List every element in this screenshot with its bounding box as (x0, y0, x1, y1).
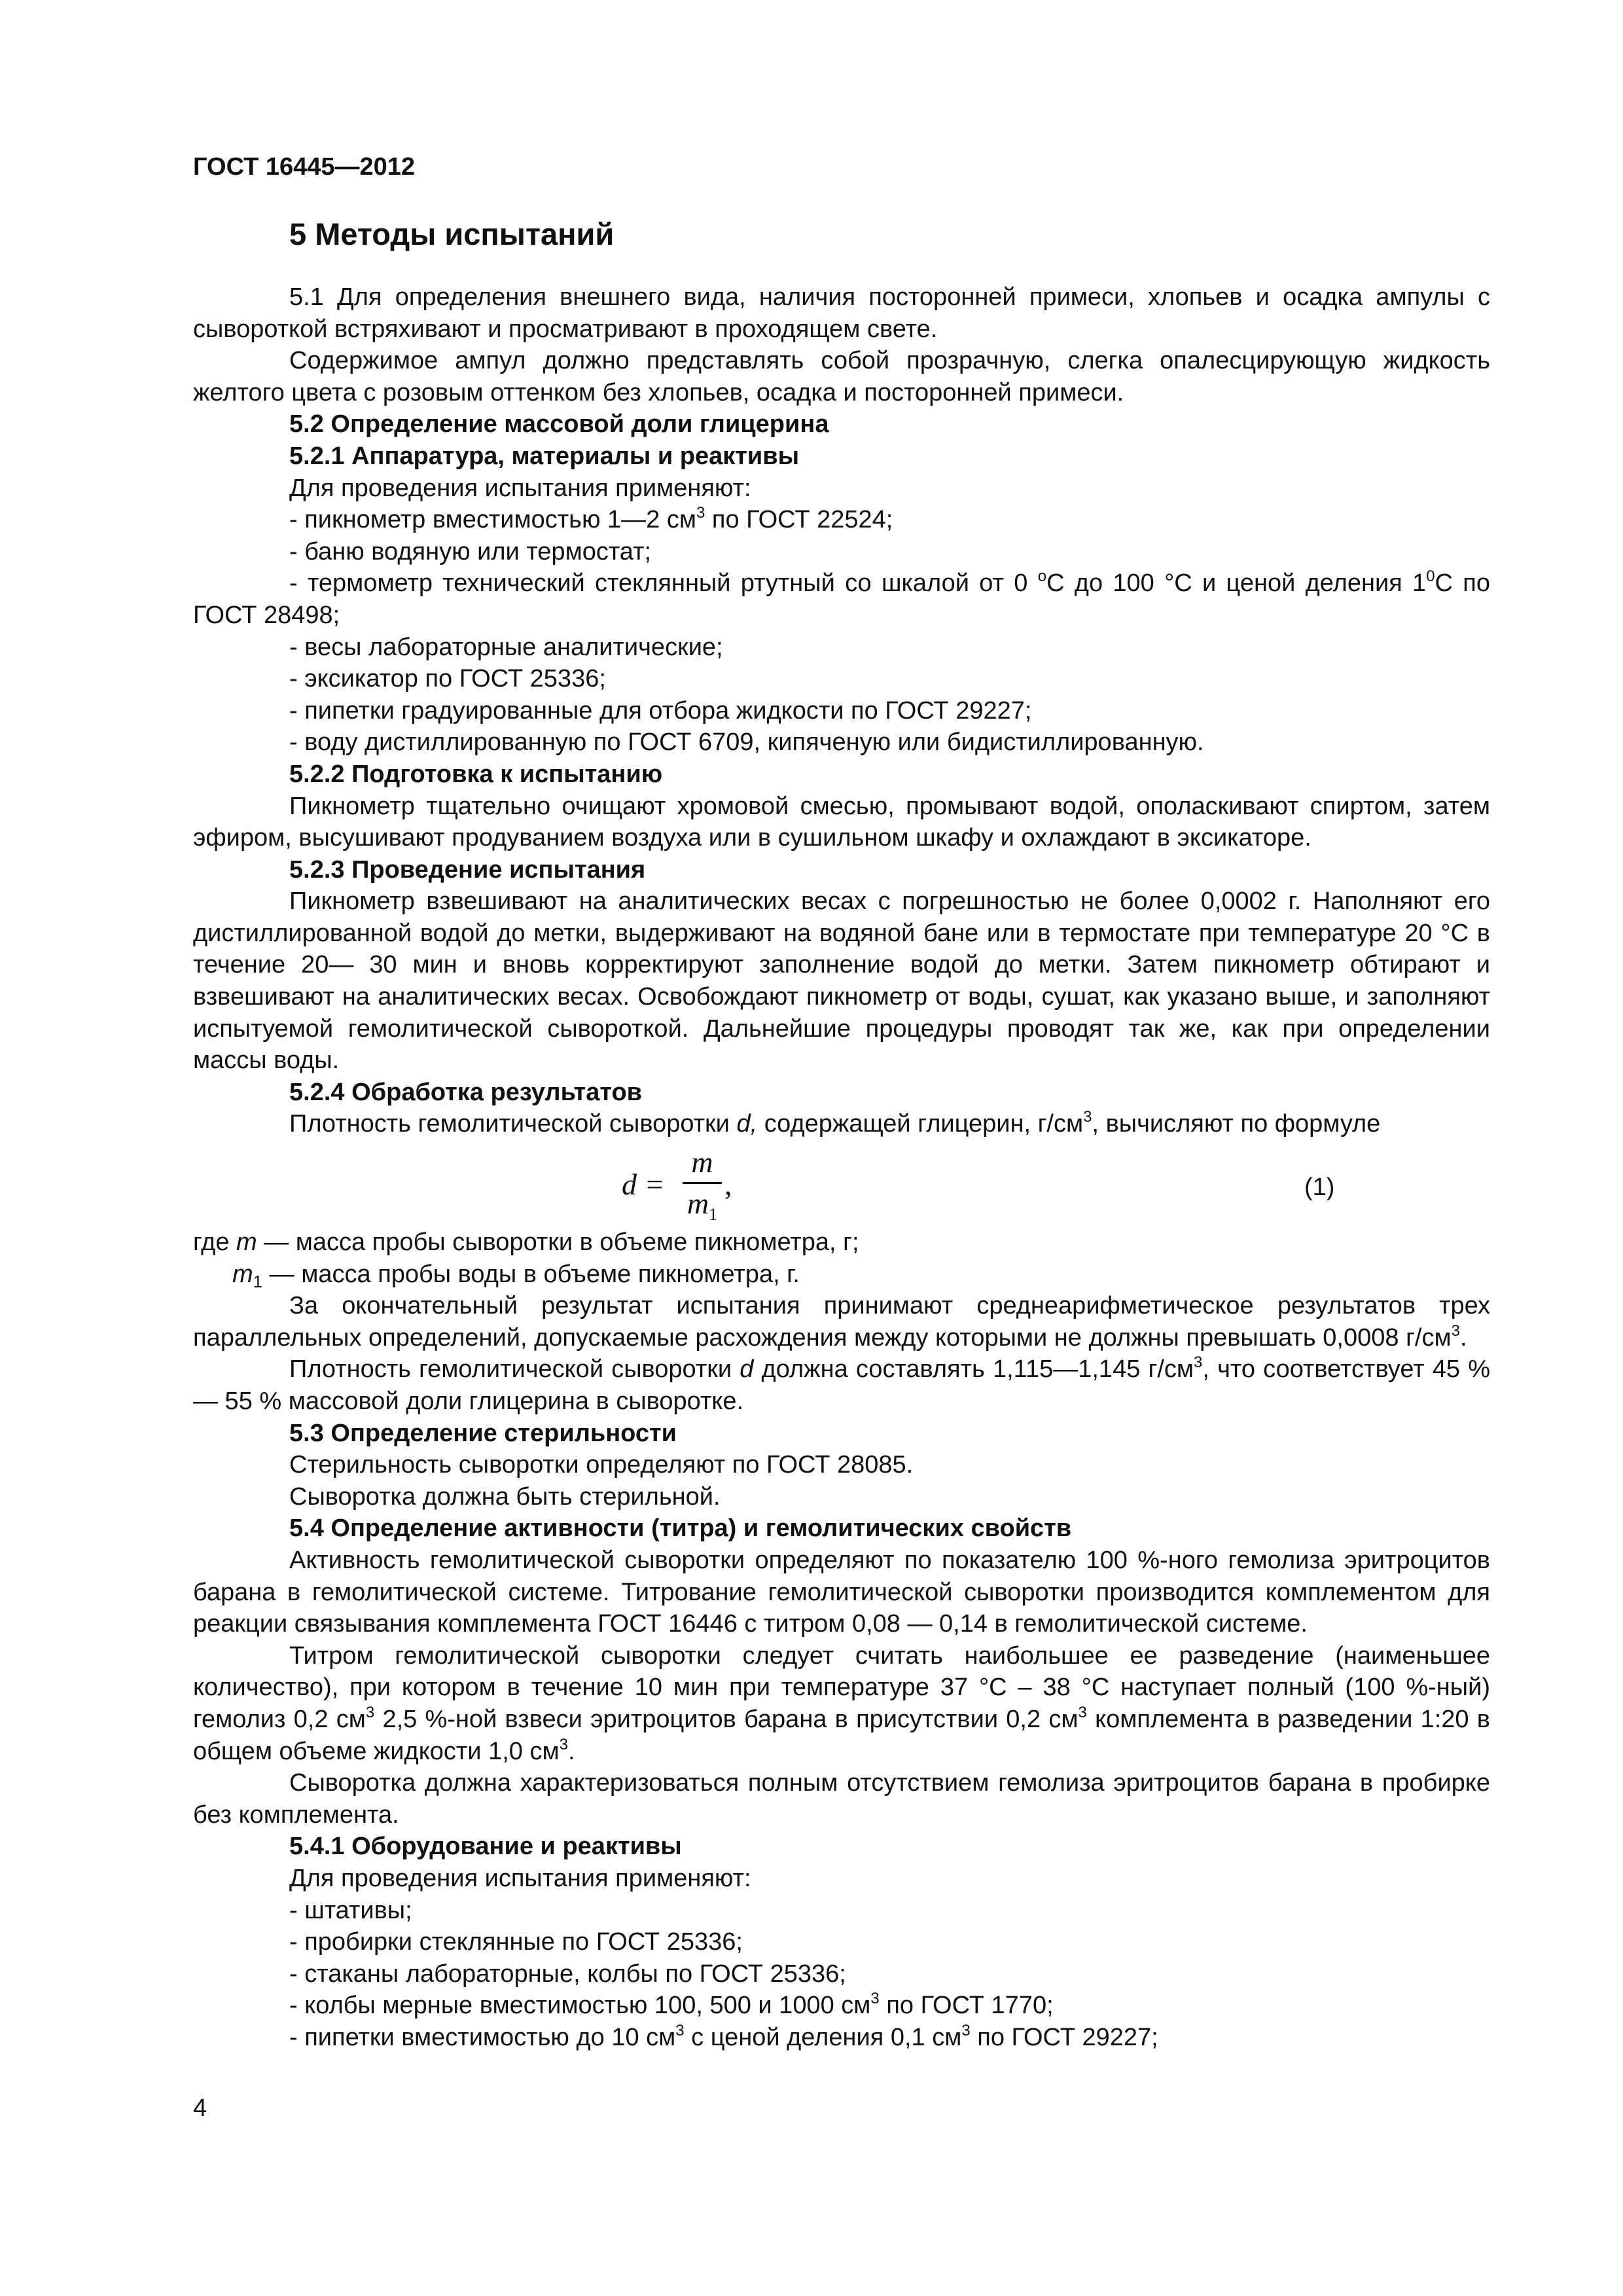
text-run: , что соответствует 45 % — 55 % массовой доли глицерина в сыворотке. (193, 1355, 1490, 1415)
paragraph-density-range (193, 1354, 1490, 1417)
fraction-bar (683, 1182, 722, 1184)
superscript: 3 (1194, 1354, 1203, 1372)
list-item-text: - колбы мерные вместимостью 100, 500 и 1000 см (289, 1992, 871, 2020)
where-line-2 (193, 1259, 1490, 1291)
heading-5-2-1: 5.2.1 Аппаратура, материалы и реактивы (289, 442, 800, 470)
text-run: Плотность гемолитической сыворотки (289, 1355, 740, 1384)
heading-5-3: 5.3 Определение стерильности (289, 1419, 677, 1447)
superscript: 3 (559, 1735, 568, 1753)
paragraph-preparation: Пикнометр тщательно очищают хромовой смесью, промывают водой, ополаскивают спиртом, затем эфиром, высушивают продуванием воздуха или в сушильном шкафу и охлаждают в эксикаторе. (193, 792, 1490, 852)
formula-fraction (683, 1145, 722, 1232)
text-run: Плотность гемолитической сыворотки (289, 1110, 737, 1138)
document-body (193, 281, 1490, 2053)
text-run: — масса пробы воды в объеме пикнометра, г. (262, 1260, 800, 1288)
text-run: — масса пробы сыворотки в объеме пикнометра, г; (257, 1229, 859, 1257)
where-line-1 (193, 1227, 1490, 1259)
heading-5-2-4: 5.2.4 Обработка результатов (289, 1078, 643, 1106)
paragraph-5-1-content: Содержимое ампул должно представлять собой прозрачную, слегка опалесцирующую жидкость желтого цвета с розовым оттенком без хлопьев, осадка и посторонней примеси. (193, 347, 1490, 406)
text-run: . (567, 1737, 575, 1765)
list-item: - пробирки стеклянные по ГОСТ 25336; (289, 1928, 743, 1956)
text-run: где (193, 1229, 237, 1257)
heading-5-4-1: 5.4.1 Оборудование и реактивы (289, 1833, 682, 1861)
heading-5-2: 5.2 Определение массовой доли глицерина (289, 410, 829, 439)
list-item: - весы лабораторные аналитические; (289, 633, 723, 661)
text-run: содержащей глицерин, г/см (757, 1110, 1084, 1138)
list-item: - эксикатор по ГОСТ 25336; (289, 665, 606, 693)
text-run: , вычисляют по формуле (1092, 1110, 1381, 1138)
text-run: За окончательный результат испытания принимают среднеарифметическое результатов трех параллельных определений, допускаемые расхождения между которыми не должны превышать 0,0008 г/см (193, 1292, 1490, 1352)
subscript: 1 (253, 1271, 263, 1291)
paragraph-density (193, 1108, 1490, 1140)
text-run: комплемента в разведении 1:20 в общем объеме жидкости 1,0 см (193, 1705, 1490, 1765)
list-intro: Для проведения испытания применяют: (289, 474, 751, 502)
list-item-text: С по ГОСТ 28498; (193, 569, 1490, 629)
superscript: 3 (870, 1990, 880, 2008)
variable-d: d, (736, 1110, 758, 1138)
list-intro: Для проведения испытания применяют: (289, 1864, 751, 1892)
paragraph-no-hemolysis: Сыворотка должна характеризоваться полным отсутствием гемолиза эритроцитов барана в пробирке без комплемента. (193, 1769, 1490, 1829)
superscript: 3 (1078, 1703, 1087, 1721)
document-header: ГОСТ 16445—2012 (193, 153, 416, 181)
formula-denominator (683, 1187, 722, 1232)
superscript: 3 (1083, 1108, 1092, 1126)
subscript: 1 (709, 1205, 718, 1225)
list-item-text: С до 100 °С и ценой деления 1 (1046, 569, 1427, 598)
formula-comma: , (724, 1168, 732, 1202)
superscript: 3 (1451, 1321, 1460, 1340)
text-run: Титром гемолитической сыворотки следует считать наибольшее ее разведение (наименьшее количество), при котором в течение 10 мин при температуре 37 °С – 38 °С наступает полный (100 %-ный) гемолиз 0,2 см (193, 1641, 1490, 1733)
list-item: - стаканы лабораторные, колбы по ГОСТ 25336; (289, 1960, 846, 1988)
superscript: 3 (675, 2021, 685, 2039)
formula-numerator: m (691, 1145, 713, 1179)
list-item-text: по ГОСТ 22524; (705, 506, 893, 534)
list-item-text: - пикнометр вместимостью 1—2 см (289, 506, 696, 534)
superscript: 3 (696, 504, 705, 522)
superscript: 3 (961, 2021, 971, 2039)
paragraph-procedure: Пикнометр взвешивают на аналитических весах с погрешностью не более 0,0002 г. Наполняют его дистиллированной водой до метки, выдерживают на водяной бане или в термостате при температуре 20 °С в течение 20— 30 мин и вновь корректируют заполнение водой до метки. Затем пикнометр обтирают и взвешивают на аналитических весах. Освобождают пикнометр от воды, сушат, как указано выше, и заполняют испытуемой гемолитической сывороткой. Дальнейшие процедуры проводят так же, как при определении массы воды. (193, 888, 1490, 1075)
formula-number: (1) (1304, 1174, 1335, 1202)
heading-5-4: 5.4 Определение активности (титра) и гемолитических свойств (289, 1515, 1072, 1543)
list-item-text: - термометр технический стеклянный ртутный со шкалой от 0 (289, 569, 1038, 598)
denominator-var: m (687, 1187, 709, 1221)
list-item-text: по ГОСТ 29227; (970, 2023, 1158, 2051)
list-item (193, 2022, 1490, 2054)
text-run: 2,5 %-ной взвеси эритроцитов барана в присутствии 0,2 см (374, 1705, 1079, 1733)
variable-m: m (236, 1229, 257, 1257)
paragraph-sterility: Стерильность сыворотки определяют по ГОСТ 28085. (289, 1451, 914, 1479)
heading-5-2-2: 5.2.2 Подготовка к испытанию (289, 760, 663, 788)
superscript: 0 (1426, 567, 1435, 586)
list-item: - пипетки градуированные для отбора жидкости по ГОСТ 29227; (289, 696, 1032, 725)
list-item-text: с ценой деления 0,1 см (684, 2023, 962, 2051)
paragraph-titer (193, 1640, 1490, 1767)
text-run: должна составлять 1,115—1,145 г/см (753, 1355, 1194, 1384)
page-number: 4 (193, 2094, 207, 2122)
list-item: - воду дистиллированную по ГОСТ 6709, кипяченую или бидистиллированную. (289, 728, 1204, 757)
list-item (193, 1990, 1490, 2022)
list-item-text: по ГОСТ 1770; (879, 1992, 1054, 2020)
superscript: 3 (365, 1703, 375, 1721)
list-item: - штативы; (289, 1896, 412, 1924)
formula-lhs: d = (622, 1168, 665, 1202)
list-item: - баню водяную или термостат; (289, 537, 652, 565)
variable-m1: m (232, 1260, 253, 1288)
section-title: 5 Методы испытаний (289, 217, 615, 251)
paragraph-sterility-requirement: Сыворотка должна быть стерильной. (289, 1482, 721, 1511)
paragraph-activity: Активность гемолитической сыворотки определяют по показателю 100 %-ного гемолиза эритроцитов барана в гемолитической системе. Титрование гемолитической сыворотки производится комплементом для реакции связывания комплемента ГОСТ 16446 с титром 0,08 — 0,14 в гемолитической системе. (193, 1546, 1490, 1638)
paragraph-5-1: 5.1 Для определения внешнего вида, наличия посторонней примеси, хлопьев и осадка ампулы с сывороткой встряхивают и просматривают в проходящем свете. (193, 283, 1490, 343)
list-item-text: - пипетки вместимостью до 10 см (289, 2023, 676, 2051)
list-item (193, 567, 1490, 631)
heading-5-2-3: 5.2.3 Проведение испытания (289, 855, 646, 884)
list-item (193, 504, 1490, 536)
formula-1 (193, 1145, 1490, 1227)
variable-d: d (740, 1355, 754, 1384)
superscript: о (1037, 567, 1047, 586)
text-run: . (1459, 1323, 1467, 1352)
paragraph-final-result (193, 1290, 1490, 1354)
